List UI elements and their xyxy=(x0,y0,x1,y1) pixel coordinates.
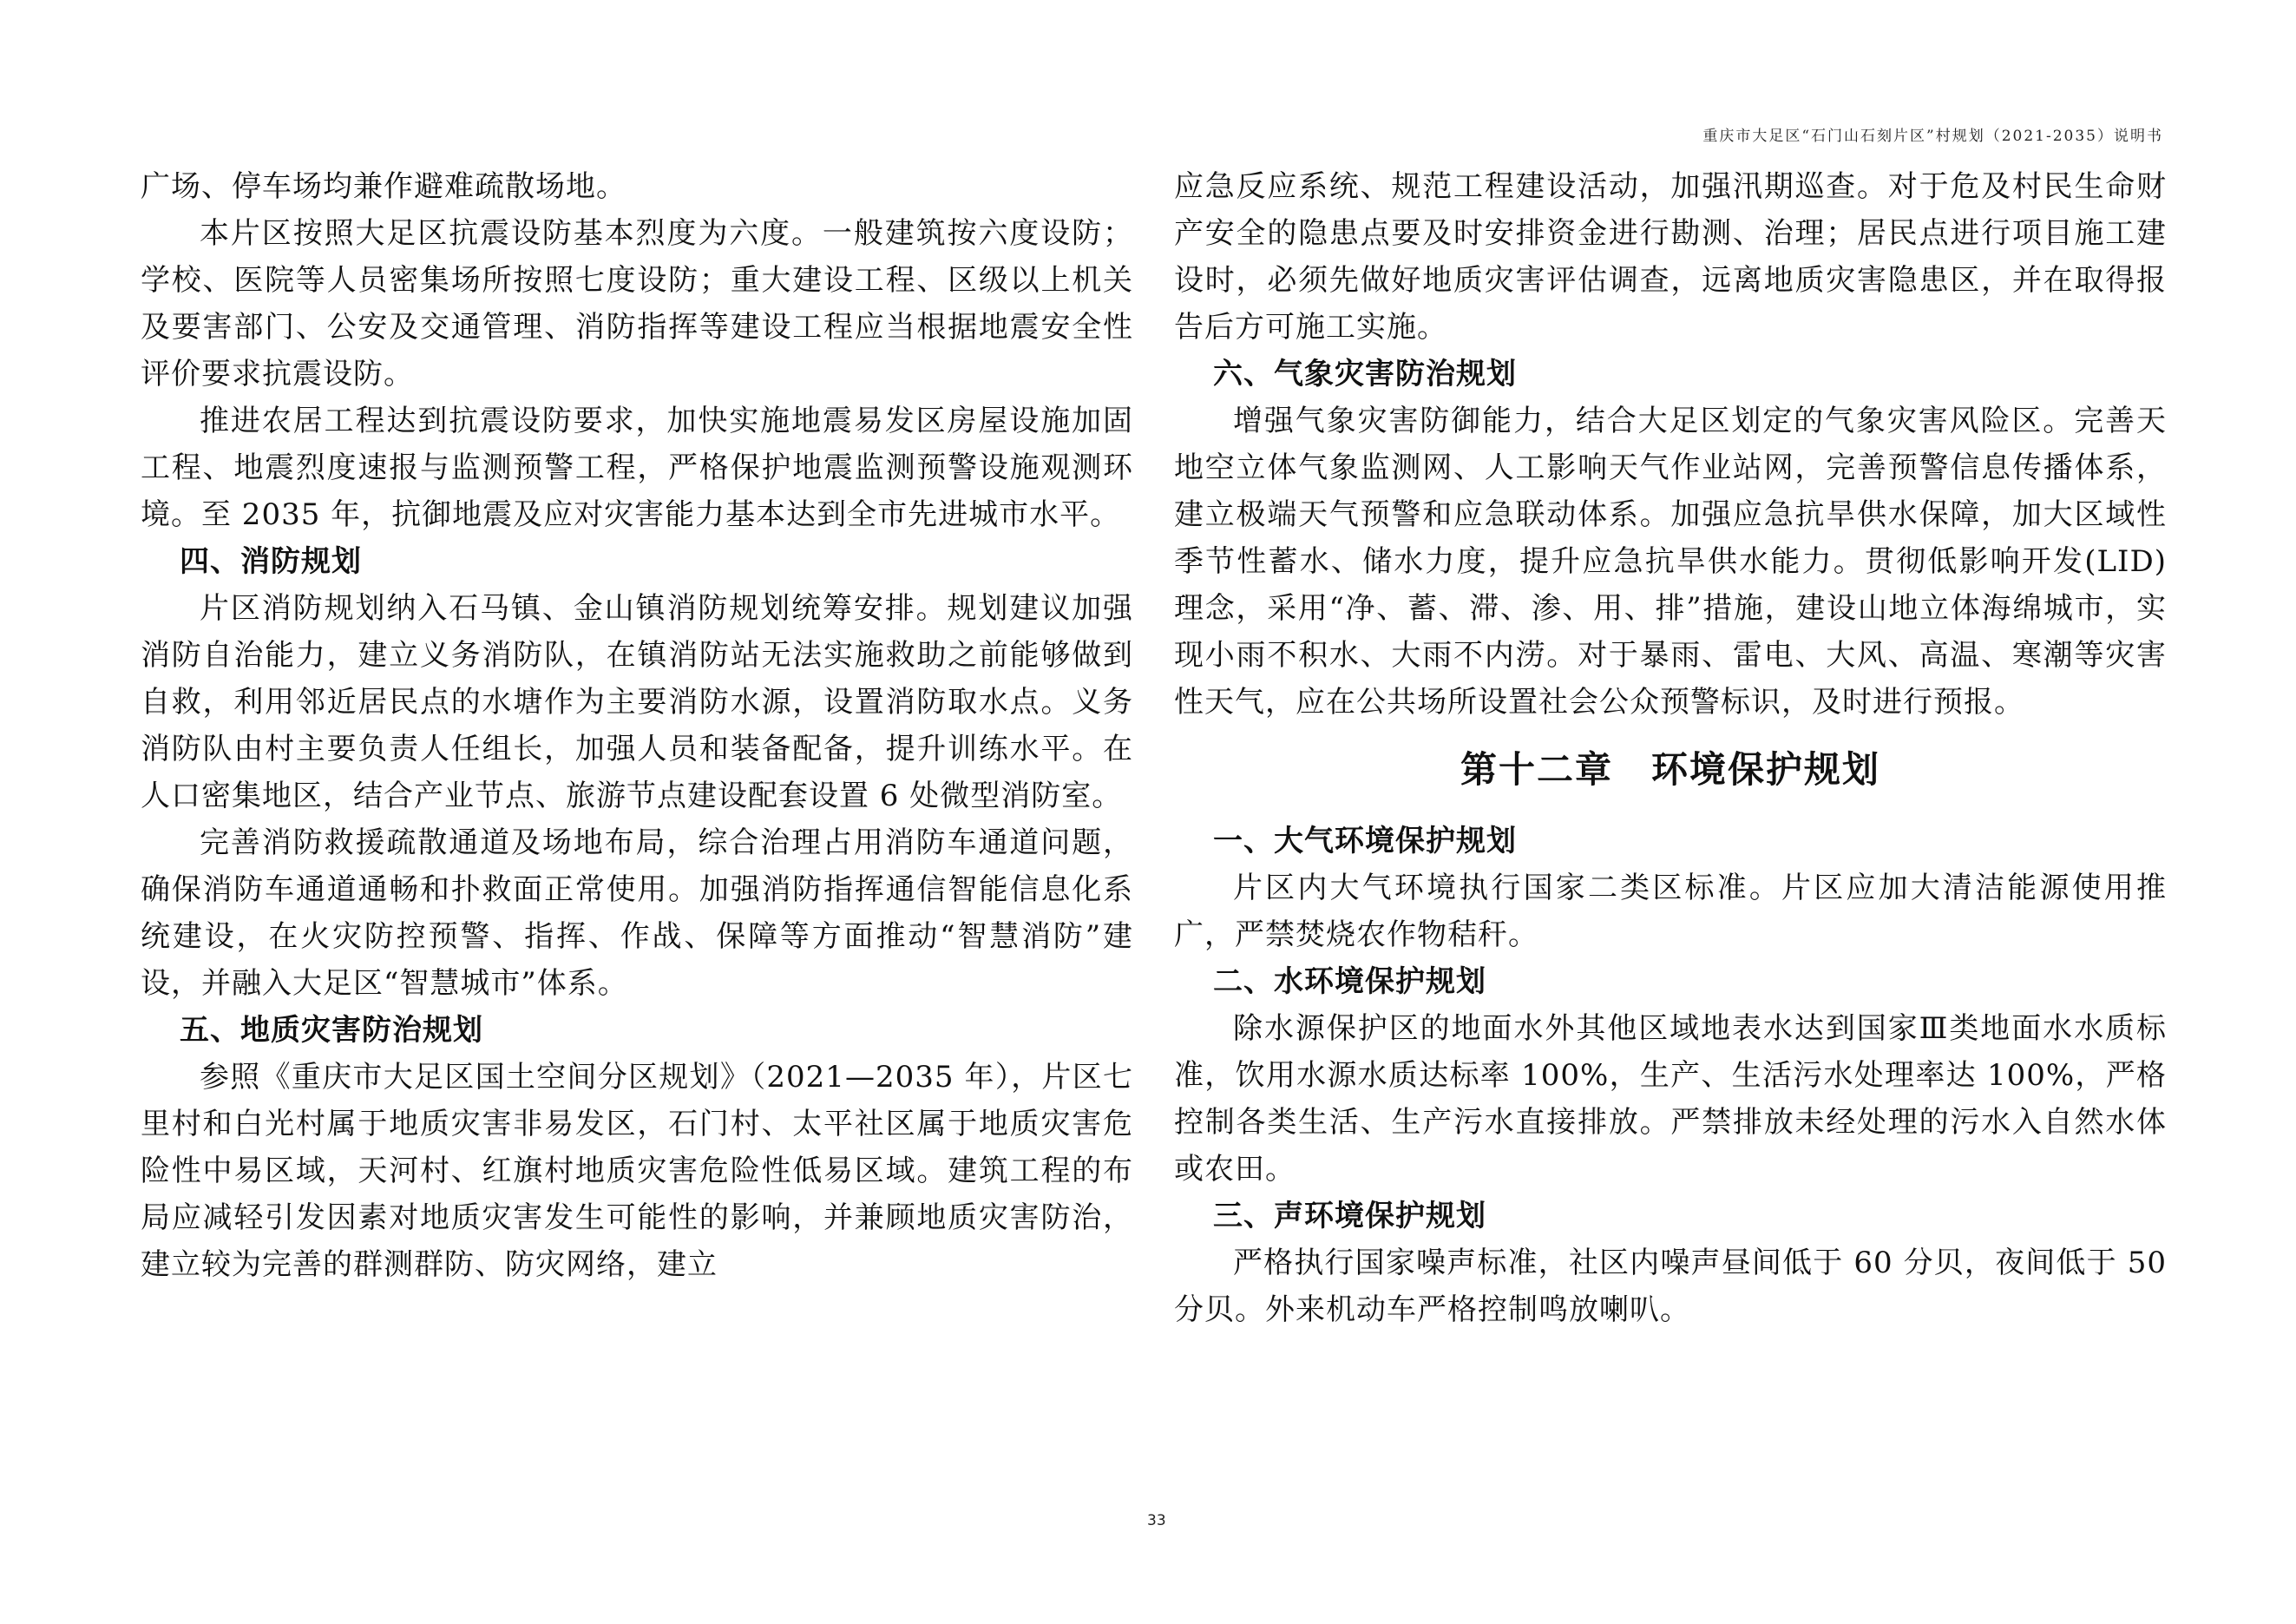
paragraph: 除水源保护区的地面水外其他区域地表水达到国家Ⅲ类地面水水质标准，饮用水源水质达标率 100%，生产、生活污水处理率达 100%，严格控制各类生活、生产污水直接排放。严禁排放未经处理的污水入自然水体或农田。 xyxy=(1174,1011,2167,1187)
running-header: 重庆市大足区“石门山石刻片区”村规划（2021-2035）说明书 xyxy=(1702,128,2163,145)
paragraph: 片区消防规划纳入石马镇、金山镇消防规划统筹安排。规划建议加强消防自治能力，建立义务消防队，在镇消防站无法实施救助之前能够做到自救，利用邻近居民点的水塘作为主要消防水源，设置消防取水点。义务消防队由村主要负责人任组长，加强人员和装备配备，提升训练水平。在人口密集地区，结合产业节点、旅游节点建设配套设置 6 处微型消防室。 xyxy=(141,591,1133,813)
paragraph: 增强气象灾害防御能力，结合大足区划定的气象灾害风险区。完善天地空立体气象监测网、人工影响天气作业站网，完善预警信息传播体系，建立极端天气预警和应急联动体系。加强应急抗旱供水保障，加大区域性季节性蓄水、储水力度，提升应急抗旱供水能力。贯彻低影响开发(LID) 理念，采用“净、蓄、滞、渗、用、排”措施，建设山地立体海绵城市，实现小雨不积水、大雨不内涝。对于暴雨、雷电、大风、高温、寒潮等灾害性天气，应在公共场所设置社会公众预警标识，及时进行预报。 xyxy=(1174,404,2167,720)
paragraph: 应急反应系统、规范工程建设活动，加强汛期巡查。对于危及村民生命财产安全的隐患点要及时安排资金进行勘测、治理；居民点进行项目施工建设时，必须先做好地质灾害评估调查，远离地质灾害隐患区，并在取得报告后方可施工实施。 xyxy=(1174,169,2167,345)
section-heading-meteorological-hazard: 六、气象灾害防治规划 xyxy=(1213,357,1517,391)
paragraph: 广场、停车场均兼作避难疏散场地。 xyxy=(141,169,626,204)
section-heading-air-environment: 一、大气环境保护规划 xyxy=(1213,824,1517,858)
section-heading-water-environment: 二、水环境保护规划 xyxy=(1213,964,1486,999)
paragraph: 片区内大气环境执行国家二类区标准。片区应加大清洁能源使用推广，严禁焚烧农作物秸秆。 xyxy=(1174,871,2167,952)
right-column xyxy=(1174,163,2167,1333)
paragraph: 完善消防救援疏散通道及场地布局，综合治理占用消防车通道问题，确保消防车通道通畅和扑救面正常使用。加强消防指挥通信智能信息化系统建设，在火灾防控预警、指挥、作战、保障等方面推动“智慧消防”建设，并融入大足区“智慧城市”体系。 xyxy=(141,825,1133,1001)
section-heading-acoustic-environment: 三、声环境保护规划 xyxy=(1213,1199,1486,1233)
chapter-title: 第十二章 环境保护规划 xyxy=(1460,748,1880,791)
paragraph: 参照《重庆市大足区国土空间分区规划》（2021—2035 年），片区七里村和白光村属于地质灾害非易发区，石门村、太平社区属于地质灾害危险性中易区域，天河村、红旗村地质灾害危险性低易区域。建筑工程的布局应减轻引发因素对地质灾害发生可能性的影响，并兼顾地质灾害防治，建立较为完善的群测群防、防灾网络，建立 xyxy=(141,1060,1133,1282)
left-column xyxy=(141,163,1133,1288)
paragraph: 本片区按照大足区抗震设防基本烈度为六度。一般建筑按六度设防；学校、医院等人员密集场所按照七度设防；重大建设工程、区级以上机关及要害部门、公安及交通管理、消防指挥等建设工程应当根据地震安全性评价要求抗震设防。 xyxy=(141,216,1133,391)
page-number: 33 xyxy=(1147,1512,1166,1529)
paragraph: 严格执行国家噪声标准，社区内噪声昼间低于 60 分贝，夜间低于 50 分贝。外来机动车严格控制鸣放喇叭。 xyxy=(1174,1246,2167,1327)
paragraph: 推进农居工程达到抗震设防要求，加快实施地震易发区房屋设施加固工程、地震烈度速报与监测预警工程，严格保护地震监测预警设施观测环境。至 2035 年，抗御地震及应对灾害能力基本达到全市先进城市水平。 xyxy=(141,404,1133,532)
section-heading-fire-protection: 四、消防规划 xyxy=(180,544,362,579)
section-heading-geological-hazard: 五、地质灾害防治规划 xyxy=(180,1013,483,1048)
